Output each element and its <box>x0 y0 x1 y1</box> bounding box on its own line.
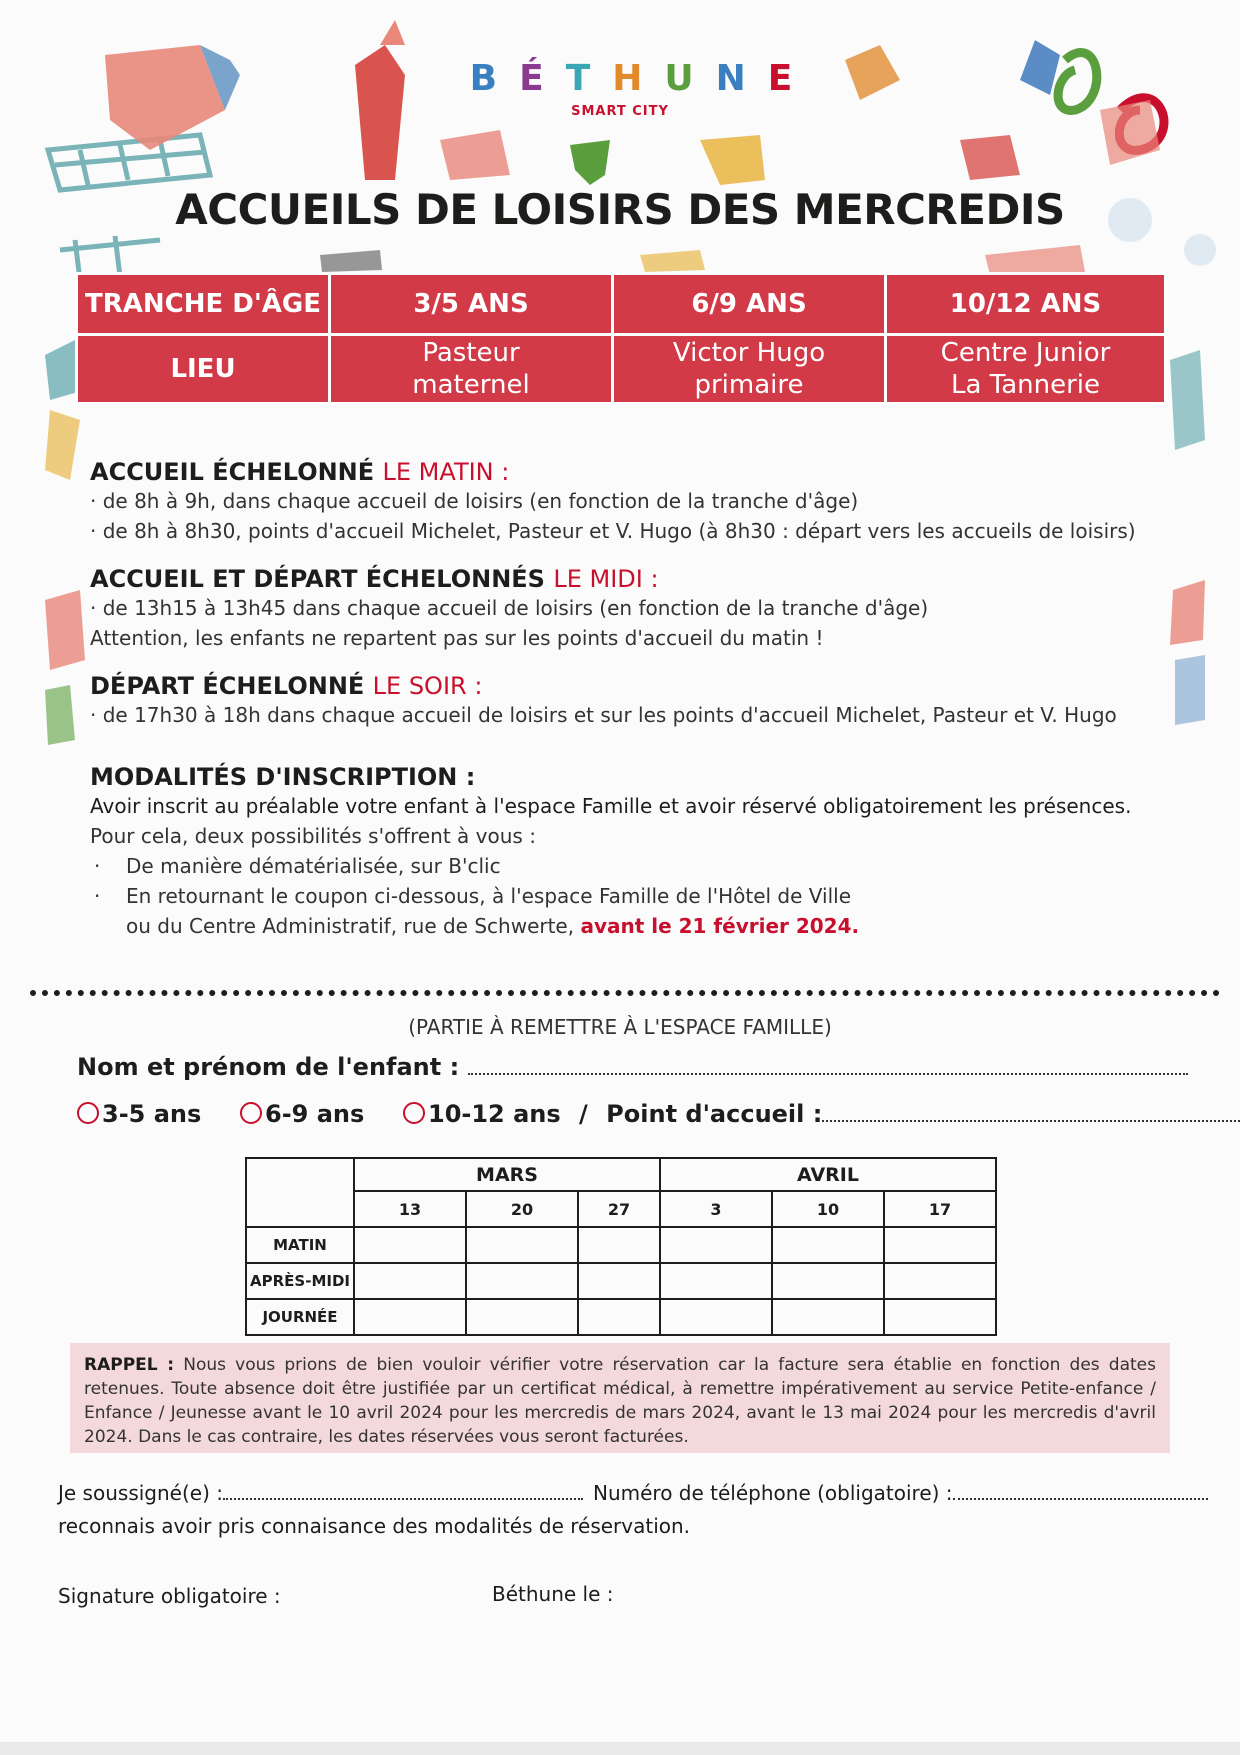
age-cell: 6/9 ANS <box>613 274 886 335</box>
grid-cell[interactable] <box>660 1263 772 1299</box>
reminder-label: RAPPEL : <box>84 1355 175 1375</box>
age-cell: 10/12 ANS <box>886 274 1166 335</box>
reminder-text: Nous vous prions de bien vouloir vérifier votre réservation car la facture sera établie en fonction des dates retenues. Toute absence doit être justifiée par un certificat médical, à remettre impérativement au service Petite-enfance / Enfance / Jeunesse avant le 10 avril 2024 pour les mercredis de mars 2024, avant le 13 mai 2024 pour les mercredis d'avril 2024. Dans le cas contraire, les dates réservées vous seront facturées. <box>84 1355 1156 1447</box>
section-line: Pour cela, deux possibilités s'offrent à vous : <box>90 824 536 848</box>
section-soir <box>90 672 1170 730</box>
brand-letter: U <box>664 58 716 99</box>
side-illustration-right <box>1165 340 1210 760</box>
brand-letter: H <box>612 58 665 99</box>
age-choice-row: 3-5 ans 6-9 ans 10-12 ans / Point d'accueil : <box>77 1100 1240 1128</box>
row-label: JOURNÉE <box>246 1299 354 1335</box>
section-line: · de 8h à 8h30, points d'accueil Michelet, Pasteur et V. Hugo (à 8h30 : départ vers les accueils de loisirs) <box>90 516 1170 546</box>
brand-subtitle: SMART CITY <box>571 104 669 119</box>
place-cell: Victor Hugo primaire <box>613 335 886 404</box>
acknowledgement-text: reconnais avoir pris connaisance des modalités de réservation. <box>58 1514 691 1538</box>
row-label: MATIN <box>246 1227 354 1263</box>
section-matin <box>90 458 1170 546</box>
row-label: APRÈS-MIDI <box>246 1263 354 1299</box>
brand-letter: B <box>469 58 520 99</box>
scan-edge <box>0 1742 1240 1755</box>
grid-cell[interactable] <box>772 1263 884 1299</box>
brand-letter: N <box>715 58 768 99</box>
option-item: · En retournant le coupon ci-dessous, à l'espace Famille de l'Hôtel de Ville <box>94 884 851 908</box>
undersigned-field[interactable]: Je soussigné(e) : <box>58 1480 583 1505</box>
radio-icon <box>77 1102 99 1124</box>
grid-cell[interactable] <box>772 1299 884 1335</box>
signature-field[interactable]: Signature obligatoire : <box>58 1584 281 1608</box>
phone-field[interactable]: Numéro de téléphone (obligatoire) : <box>593 1480 1208 1505</box>
option-item: ou du Centre Administratif, rue de Schwerte, avant le 21 février 2024. <box>126 914 860 938</box>
pickup-point-field[interactable]: Point d'accueil : <box>606 1100 1240 1128</box>
month-header: AVRIL <box>660 1158 996 1191</box>
day-header: 27 <box>578 1191 660 1227</box>
child-name-field[interactable]: Nom et prénom de l'enfant : <box>77 1053 1188 1081</box>
grid-cell[interactable] <box>354 1263 466 1299</box>
section-title: DÉPART ÉCHELONNÉ LE SOIR : <box>90 672 483 700</box>
brand-letter: É <box>519 58 566 99</box>
section-title: ACCUEIL ÉCHELONNÉ LE MATIN : <box>90 458 510 486</box>
header-illustration <box>0 0 1240 290</box>
grid-cell[interactable] <box>772 1227 884 1263</box>
month-header: MARS <box>354 1158 660 1191</box>
section-line: Avoir inscrit au préalable votre enfant à l'espace Famille et avoir réservé obligatoirement les présences. <box>90 794 1132 818</box>
coupon-heading: (PARTIE À REMETTRE À L'ESPACE FAMILLE) <box>408 1015 832 1039</box>
radio-icon <box>403 1102 425 1124</box>
grid-cell[interactable] <box>578 1299 660 1335</box>
age-option[interactable]: 3-5 ans <box>77 1100 201 1128</box>
brand-letter: T <box>565 58 613 99</box>
grid-cell[interactable] <box>354 1227 466 1263</box>
age-option[interactable]: 10-12 ans <box>403 1100 561 1128</box>
grid-cell[interactable] <box>660 1299 772 1335</box>
reminder-box <box>70 1343 1170 1453</box>
place-header-label: LIEU <box>77 335 330 404</box>
section-inscription <box>90 763 1170 941</box>
date-place-field[interactable]: Béthune le : <box>492 1582 614 1606</box>
section-line: · de 8h à 9h, dans chaque accueil de loisirs (en fonction de la tranche d'âge) <box>90 486 1170 516</box>
option-item: · De manière dématérialisée, sur B'clic <box>94 854 501 878</box>
section-line: · de 17h30 à 18h dans chaque accueil de loisirs et sur les points d'accueil Michelet, Pasteur et V. Hugo <box>90 700 1170 730</box>
schedule-grid <box>245 1157 997 1336</box>
grid-cell[interactable] <box>354 1299 466 1335</box>
deadline: avant le 21 février 2024. <box>580 914 860 938</box>
grid-cell[interactable] <box>884 1227 996 1263</box>
section-title: MODALITÉS D'INSCRIPTION : <box>90 763 476 791</box>
day-header: 3 <box>660 1191 772 1227</box>
age-header-label: TRANCHE D'ÂGE <box>77 274 330 335</box>
grid-cell[interactable] <box>466 1263 578 1299</box>
section-line: · de 13h15 à 13h45 dans chaque accueil de loisirs (en fonction de la tranche d'âge) <box>90 593 1170 623</box>
grid-cell[interactable] <box>578 1227 660 1263</box>
place-cell: Pasteur maternel <box>330 335 613 404</box>
grid-cell[interactable] <box>884 1263 996 1299</box>
day-header: 13 <box>354 1191 466 1227</box>
grid-cell[interactable] <box>884 1299 996 1335</box>
grid-cell[interactable] <box>660 1227 772 1263</box>
day-header: 10 <box>772 1191 884 1227</box>
brand-letter: E <box>767 58 815 99</box>
grid-cell[interactable] <box>466 1227 578 1263</box>
page-title: ACCUEILS DE LOISIRS DES MERCREDIS <box>175 185 1065 234</box>
cut-line <box>30 990 1220 996</box>
section-midi <box>90 565 1170 653</box>
age-cell: 3/5 ANS <box>330 274 613 335</box>
age-option[interactable]: 6-9 ans <box>240 1100 364 1128</box>
grid-cell[interactable] <box>578 1263 660 1299</box>
age-table <box>75 272 1167 405</box>
day-header: 17 <box>884 1191 996 1227</box>
section-line: Attention, les enfants ne repartent pas sur les points d'accueil du matin ! <box>90 626 824 650</box>
section-title: ACCUEIL ET DÉPART ÉCHELONNÉS LE MIDI : <box>90 565 659 593</box>
day-header: 20 <box>466 1191 578 1227</box>
brand-logo <box>0 58 1240 99</box>
grid-cell[interactable] <box>466 1299 578 1335</box>
radio-icon <box>240 1102 262 1124</box>
place-cell: Centre Junior La Tannerie <box>886 335 1166 404</box>
